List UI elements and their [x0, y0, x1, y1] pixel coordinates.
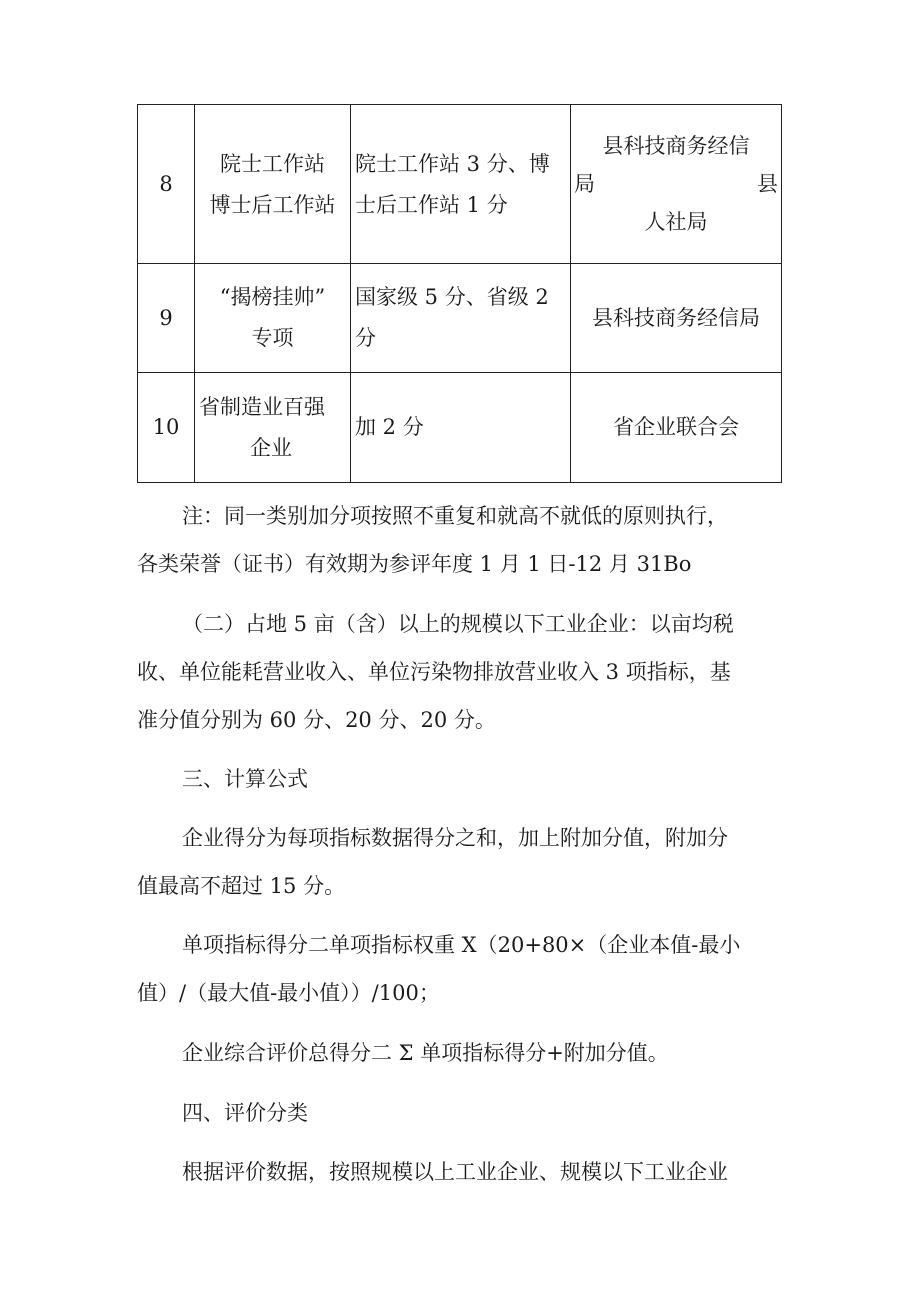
paragraph-line: 准分值分别为 60 分、20 分、20 分。 — [137, 708, 496, 732]
department-cell — [571, 373, 782, 483]
paragraph-line: 企业得分为每项指标数据得分之和，加上附加分值，附加分 — [182, 826, 728, 850]
bonus-score-table — [137, 104, 782, 483]
item-cell — [195, 264, 351, 373]
department-line: 省企业联合会 — [613, 415, 739, 439]
row-number: 8 — [138, 105, 195, 264]
department-line: 县科技商务经信 — [602, 134, 750, 158]
item-line: “揭榜挂帅” — [219, 285, 326, 309]
item-line: 企业 — [250, 435, 292, 460]
standard-cell — [351, 264, 571, 373]
item-line: 省制造业百强 — [199, 394, 325, 419]
formula-line: 企业综合评价总得分二 Σ 单项指标得分+附加分值。 — [182, 1041, 669, 1065]
table-row — [138, 105, 782, 264]
formula-line: 值）/（最大值-最小值））/100； — [137, 981, 440, 1005]
department-line: 县科技商务经信局 — [592, 305, 760, 330]
department-cell — [571, 264, 782, 373]
table-row — [138, 373, 782, 483]
paragraph-line: 根据评价数据，按照规模以上工业企业、规模以下工业企业 — [182, 1160, 728, 1184]
standard-line: 国家级 5 分、省级 2 — [355, 285, 549, 309]
standard-line: 士后工作站 1 分 — [355, 192, 508, 217]
standard-cell — [351, 105, 571, 264]
standard-line: 分 — [355, 326, 376, 350]
section-heading: 三、计算公式 — [182, 767, 308, 791]
table-row — [138, 264, 782, 373]
department-cell — [571, 105, 782, 264]
row-number: 9 — [138, 264, 195, 373]
paragraph-line: （二）占地 5 亩（含）以上的规模以下工业企业：以亩均税 — [182, 612, 734, 636]
item-line: 博士后工作站 — [209, 192, 336, 217]
formula-line: 单项指标得分二单项指标权重 X（20+80×（企业本值-最小 — [182, 933, 741, 957]
paragraph-line: 收、单位能耗营业收入、单位污染物排放营业收入 3 项指标，基 — [137, 660, 731, 684]
item-line: 院士工作站 — [220, 151, 325, 176]
standard-cell — [351, 373, 571, 483]
paragraph-line: 值最高不超过 15 分。 — [137, 874, 346, 898]
row-number: 10 — [138, 373, 195, 483]
item-cell — [195, 105, 351, 264]
item-line: 专项 — [251, 326, 294, 350]
department-fragment: 县 — [757, 172, 778, 196]
item-cell — [195, 373, 351, 483]
department-line — [571, 170, 781, 198]
note-line: 各类荣誉（证书）有效期为参评年度 1 月 1 日-12 月 31Bo — [137, 552, 692, 576]
standard-line: 加 2 分 — [355, 415, 424, 439]
section-heading: 四、评价分类 — [182, 1101, 308, 1125]
note-line: 注：同一类别加分项按照不重复和就高不就低的原则执行， — [182, 504, 728, 528]
department-fragment: 局 — [574, 172, 595, 196]
standard-line: 院士工作站 3 分、博 — [355, 151, 550, 176]
department-line: 人社局 — [644, 210, 708, 234]
